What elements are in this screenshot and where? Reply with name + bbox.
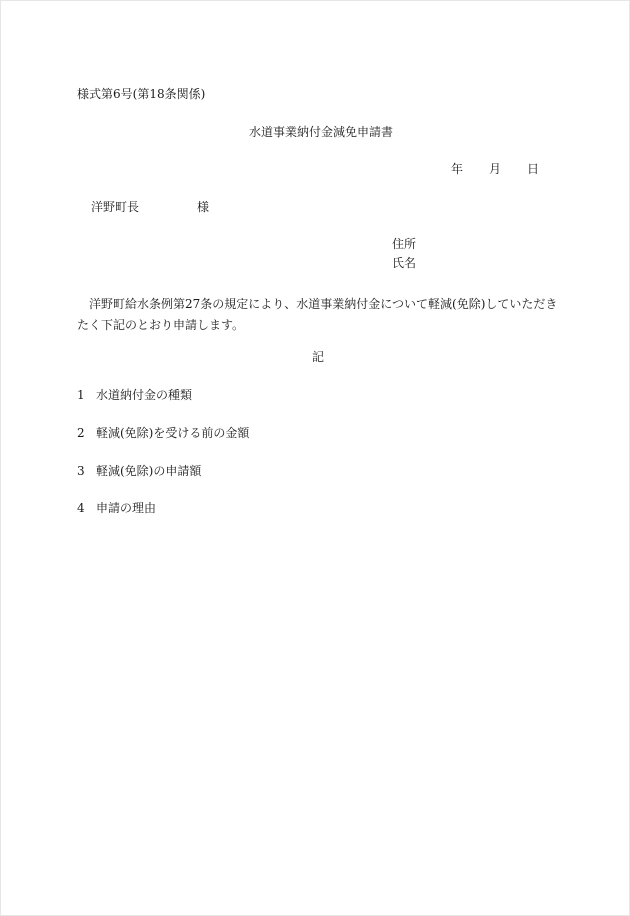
body-paragraph: 洋野町給水条例第27条の規定により、水道事業納付金について軽減(免除)していただきたく下記のとおり申請します。 (77, 297, 558, 332)
item-label: 軽減(免除)の申請額 (96, 464, 202, 478)
item-label: 軽減(免除)を受ける前の金額 (96, 426, 250, 440)
item-number: 1 (77, 388, 85, 402)
list-item (77, 502, 156, 514)
addressee-honorific: 様 (197, 200, 210, 214)
list-item (77, 427, 249, 439)
item-number: 2 (77, 426, 85, 440)
item-label: 水道納付金の種類 (96, 388, 193, 402)
list-item (77, 465, 201, 477)
applicant-address-label: 住所 (392, 237, 417, 251)
addressee-line (91, 201, 209, 213)
year-label: 年 (451, 162, 464, 176)
applicant-name-label: 氏名 (392, 256, 417, 270)
item-number: 3 (77, 464, 85, 478)
ki-label: 記 (312, 350, 325, 364)
addressee-name: 洋野町長 (91, 200, 140, 214)
day-label: 日 (527, 162, 540, 176)
form-number: 様式第6号(第18条関係) (77, 87, 206, 101)
item-number: 4 (77, 501, 85, 515)
document-title: 水道事業納付金減免申請書 (249, 125, 394, 139)
list-item (77, 389, 192, 401)
item-label: 申請の理由 (96, 501, 157, 515)
date-line (451, 163, 539, 175)
month-label: 月 (489, 162, 502, 176)
